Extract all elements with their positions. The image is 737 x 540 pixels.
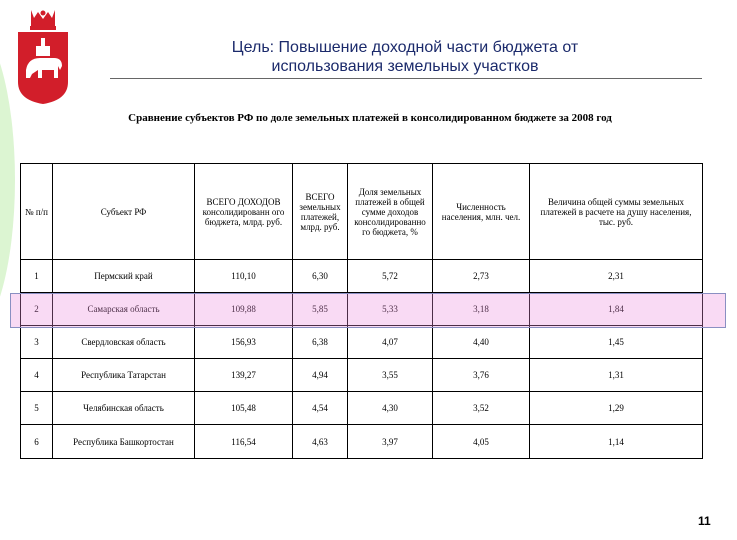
highlighted-row-overlay [10, 293, 726, 328]
page-title [110, 38, 700, 76]
row-land: 6,30 [293, 260, 348, 293]
table-row [21, 260, 703, 293]
header-subject: Субъект РФ [53, 164, 195, 260]
row-per-capita: 2,31 [530, 260, 703, 293]
row-land: 4,63 [293, 425, 348, 459]
header-population: Численность населения, млн. чел. [433, 164, 530, 260]
row-income: 110,10 [195, 260, 293, 293]
row-subject: Самарская область [53, 293, 195, 326]
table-row [21, 359, 703, 392]
row-number: 1 [21, 260, 53, 293]
row-subject: Челябинская область [53, 392, 195, 425]
row-per-capita: 1,29 [530, 392, 703, 425]
row-income: 105,48 [195, 392, 293, 425]
row-share: 5,72 [348, 260, 433, 293]
row-population: 4,05 [433, 425, 530, 459]
row-share: 4,07 [348, 326, 433, 359]
row-per-capita: 1,84 [530, 293, 703, 326]
row-per-capita: 1,45 [530, 326, 703, 359]
row-population: 3,52 [433, 392, 530, 425]
row-subject: Республика Татарстан [53, 359, 195, 392]
row-subject: Республика Башкортостан [53, 425, 195, 459]
row-income: 156,93 [195, 326, 293, 359]
row-land: 4,94 [293, 359, 348, 392]
table-header-row [21, 164, 703, 260]
row-number: 3 [21, 326, 53, 359]
row-share: 3,55 [348, 359, 433, 392]
table-caption: Сравнение субъектов РФ по доле земельных платежей в консолидированном бюджете за 2008 год [128, 112, 612, 124]
row-subject: Свердловская область [53, 326, 195, 359]
table-row [21, 425, 703, 459]
row-population: 2,73 [433, 260, 530, 293]
table-row [21, 326, 703, 359]
row-subject: Пермский край [53, 260, 195, 293]
row-number: 4 [21, 359, 53, 392]
title-line-1: Цель: Повышение доходной части бюджета от [231, 39, 579, 56]
row-land: 5,85 [293, 293, 348, 326]
row-income: 116,54 [195, 425, 293, 459]
header-total-income: ВСЕГО ДОХОДОВ консолидированн ого бюджета, млрд. руб. [195, 164, 293, 260]
row-per-capita: 1,14 [530, 425, 703, 459]
decorative-green-arc [0, 20, 15, 340]
row-share: 4,30 [348, 392, 433, 425]
row-share: 5,33 [348, 293, 433, 326]
row-population: 3,18 [433, 293, 530, 326]
row-population: 3,76 [433, 359, 530, 392]
row-income: 109,88 [195, 293, 293, 326]
header-number: № п/п [21, 164, 53, 260]
table-row [21, 392, 703, 425]
header-land-share: Доля земельных платежей в общей сумме доходов консолидированно го бюджета, % [348, 164, 433, 260]
row-number: 6 [21, 425, 53, 459]
header-per-capita: Величина общей суммы земельных платежей в расчете на душу населения, тыс. руб. [530, 164, 703, 260]
title-divider [110, 78, 702, 79]
row-number: 2 [21, 293, 53, 326]
row-number: 5 [21, 392, 53, 425]
row-income: 139,27 [195, 359, 293, 392]
row-population: 4,40 [433, 326, 530, 359]
title-line-2: использования земельных участков [271, 58, 539, 75]
header-land-payments: ВСЕГО земельных платежей, млрд. руб. [293, 164, 348, 260]
row-share: 3,97 [348, 425, 433, 459]
row-land: 4,54 [293, 392, 348, 425]
row-per-capita: 1,31 [530, 359, 703, 392]
page-number: 11 [698, 514, 711, 528]
perm-coat-of-arms-icon [14, 8, 72, 106]
row-land: 6,38 [293, 326, 348, 359]
